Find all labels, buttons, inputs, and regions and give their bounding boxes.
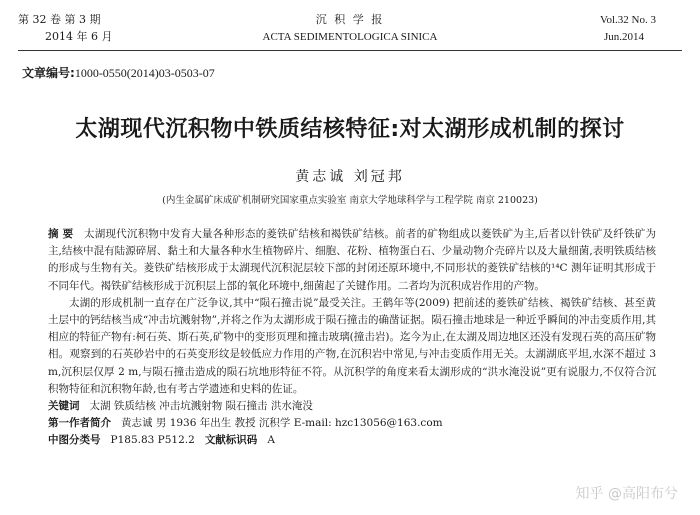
- first-author-line: [48, 415, 656, 432]
- article-number-label: 文章编号:: [22, 66, 75, 80]
- classification-value: P185.83 P512.2: [110, 434, 195, 447]
- article-number: [22, 64, 215, 81]
- journal-name-cn: 沉 积 学 报: [315, 13, 385, 26]
- affiliation: (内生金属矿床成矿机制研究国家重点实验室 南京大学地球科学与工程学院 南京 210023): [162, 195, 538, 206]
- paper-title: 太湖现代沉积物中铁质结核特征:对太湖形成机制的探讨: [75, 117, 625, 142]
- header-rule: [18, 50, 682, 51]
- abstract-paragraph-1: [48, 226, 656, 295]
- abstract-block: [48, 226, 656, 450]
- journal-name-en: ACTA SEDIMENTOLOGICA SINICA: [262, 31, 438, 43]
- journal-header: [0, 12, 700, 52]
- date-cn: 2014 年 6 月: [45, 30, 113, 43]
- abstract-label: 摘 要: [48, 228, 74, 240]
- volume-issue-en: Vol.32 No. 3: [599, 14, 656, 26]
- classification-line: [48, 432, 656, 449]
- first-author-value: 黄志诚 男 1936 年出生 教授 沉积学 E-mail: hzc13056@163.com: [121, 417, 443, 430]
- abstract-paragraph-2: 太湖的形成机制一直存在广泛争议,其中“陨石撞击说”最受关注。王鹤年等(2009) 把前述的菱铁矿结核、褐铁矿结核、甚至黄土层中的钙结核当成“冲击坑溅射物”,并将之作为太湖形成于陨石撞击的确凿证据。陨石撞击地球是一种近乎瞬间的冲击变质作用,其相应的特征产物有:柯石英、斯石英,矿物中的变形页理和撞击玻璃(撞击岩)。迄今为止,在太湖及周边地区还没有发现石英的高压矿物相。观察到的石英砂岩中的石英变形纹是较低应力作用的产物,在沉积岩中常见,与冲击变质作用无关。太湖湖底平坦,水深不超过 3 m,沉积层仅厚 2 m,与陨石撞击造成的陨石坑地形特征不符。从沉积学的角度来看太湖形成的“洪水淹没说”更有说服力,不仅符合沉积物特征和沉积物年龄,也有考古学遗迹和史料的佐证。: [48, 296, 656, 395]
- doc-code-label: 文献标识码: [204, 434, 258, 447]
- watermark: 知乎 @高阳布兮: [575, 486, 678, 502]
- volume-issue-cn: 第 32 卷 第 3 期: [18, 13, 101, 26]
- classification-label: 中图分类号: [48, 434, 101, 447]
- keywords-label: 关键词: [48, 400, 80, 413]
- date-en: Jun.2014: [603, 31, 644, 43]
- keywords-line: [48, 398, 656, 415]
- article-number-value: 1000-0550(2014)03-0503-07: [74, 66, 215, 80]
- doc-code-value: A: [267, 434, 275, 447]
- authors: 黄志诚 刘冠邦: [295, 169, 405, 185]
- abstract-text-1: 太湖现代沉积物中发育大量各种形态的菱铁矿结核和褐铁矿结核。前者的矿物组成以菱铁矿为主,后者以针铁矿及纤铁矿为主,结核中混有陆源碎屑、黏土和大量各种水生植物碎片、细胞、花粉、植物蛋白石、少量动物介壳碎片以及大量细菌,表明铁质结核的形成与生物有关。菱铁矿结核形成于太湖现代沉积泥层较下部的封闭还原环境中,不同形状的菱铁矿结核的¹⁴C 测年证明其形成于不同年代。褐铁矿结核形成于沉积层上部的氧化环境中,细菌起了关键作用。二者均为沉积成岩作用的产物。: [48, 228, 656, 292]
- keywords-value: 太湖 铁质结核 冲击坑溅射物 陨石撞击 洪水淹没: [89, 400, 313, 413]
- first-author-label: 第一作者简介: [48, 417, 111, 430]
